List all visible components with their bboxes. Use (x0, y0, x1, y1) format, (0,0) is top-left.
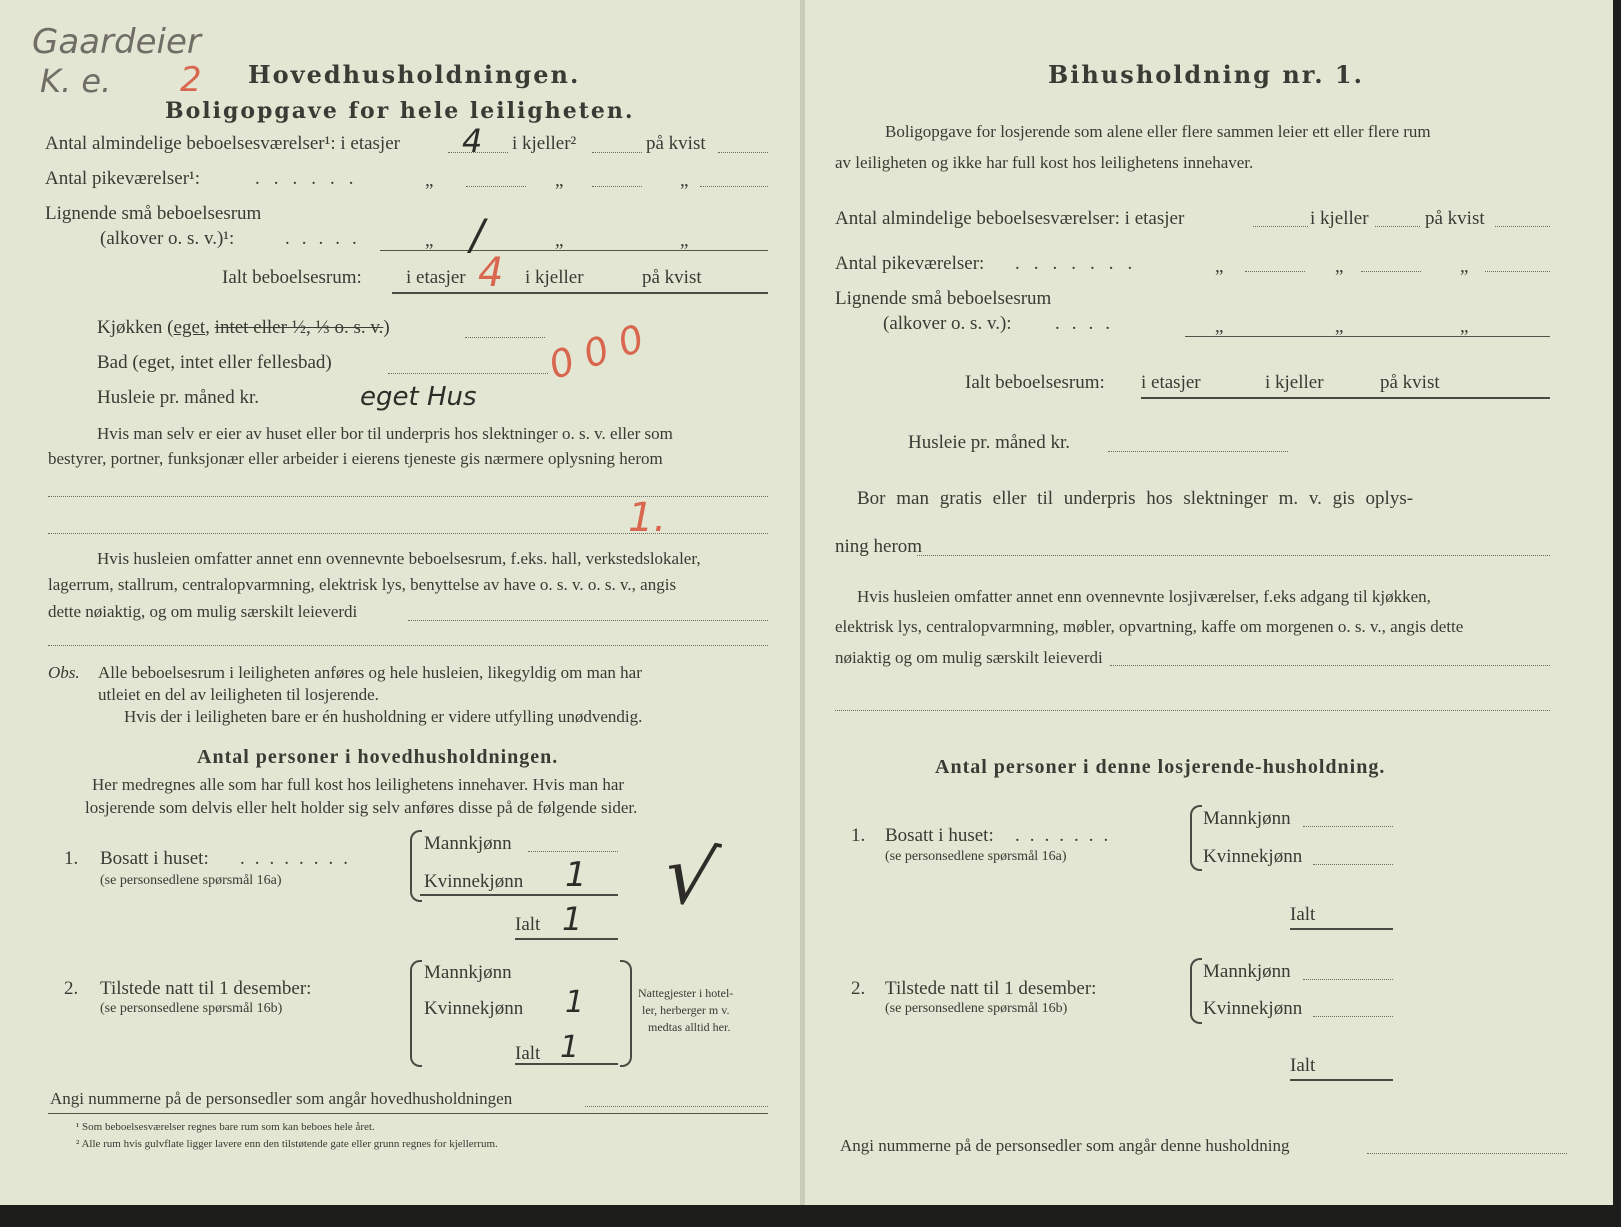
right-q2-total-line (1290, 1079, 1393, 1081)
right-small-ditto-3: „ (1460, 316, 1469, 337)
extras-note-line1: Hvis husleien omfatter annet enn ovennevnte beboelsesrum, f.eks. hall, verkstedslokaler, (97, 549, 701, 568)
total-etasjer-label: i etasjer (406, 267, 466, 288)
right-small-rooms-dots: .... (1055, 313, 1122, 334)
right-q1-brace (1190, 805, 1202, 871)
right-total-etasjer: i etasjer (1141, 372, 1201, 393)
q1-dots: ........ (240, 848, 358, 869)
right-maid-dots: ....... (1015, 253, 1147, 274)
left-page (0, 0, 800, 1205)
q2-right-brace (620, 960, 632, 1067)
total-kvist-label: på kvist (642, 267, 702, 288)
right-small-rooms-label: Lignende små beboelsesrum (835, 288, 1052, 309)
q1-female-label: Kvinnekjønn (424, 871, 524, 892)
right-small-ditto-1: „ (1215, 316, 1224, 337)
right-q1-label: Bosatt i huset: (885, 825, 994, 846)
right-q1-female-label: Kvinnekjønn (1203, 846, 1303, 867)
right-q2-label: Tilstede natt til 1 desember: (885, 978, 1097, 999)
right-intro-line1: Boligopgave for losjerende som alene eller flere sammen leier ett eller flere rum (885, 122, 1431, 141)
q1-total-line (515, 938, 618, 940)
right-angi-answer-line (1367, 1153, 1567, 1154)
rent-value: eget Hus (360, 382, 477, 412)
persons-note-line1: Her medregnes alle som har full kost hos leilighetens innehaver. Hvis man har (92, 775, 625, 794)
obs-label: Obs. (48, 663, 80, 682)
right-q2-total-label: Ialt (1290, 1055, 1316, 1076)
bath-label: Bad (eget, intet eller fellesbad) (97, 352, 332, 373)
right-intro-line2: av leiligheten og ikke har full kost hos leilighetens innehaver. (835, 153, 1254, 172)
right-q1-number: 1. (851, 825, 866, 846)
right-q2-female-line (1313, 1016, 1393, 1017)
right-title: Bihusholdning nr. 1. (1048, 60, 1364, 89)
right-rooms-kvist-line (1495, 226, 1550, 227)
q1-female-value: 1 (565, 855, 587, 895)
page-title: Hovedhusholdningen. (248, 60, 581, 89)
right-rooms-label: Antal almindelige beboelsesværelser: i etasjer (835, 208, 1185, 229)
right-small-ditto-2: „ (1335, 316, 1344, 337)
q1-male-line (528, 851, 618, 852)
persons-note-line2: losjerende som delvis eller helt holder sig selv anføres disse på de følgende sider. (85, 798, 638, 817)
rent-label: Husleie pr. måned kr. (97, 387, 259, 408)
maid-rooms-dots: ...... (255, 168, 368, 189)
right-rooms-kvist: på kvist (1425, 208, 1485, 229)
small-ditto-2: „ (555, 230, 564, 251)
right-extras-line3: nøiaktig og om mulig særskilt leieverdi (835, 648, 1103, 667)
persons-title: Antal personer i hovedhusholdningen. (197, 746, 559, 768)
q2-label: Tilstede natt til 1 desember: (100, 978, 312, 999)
owner-note-line2: bestyrer, portner, funksjonær eller arbeider i eierens tjeneste gis nærmere oplysning herom (48, 449, 663, 468)
q1-total-label: Ialt (515, 914, 541, 935)
angi-line: Angi nummerne på de personsedler som angår hovedhusholdningen (50, 1089, 513, 1108)
rooms-kjeller-line (592, 152, 642, 153)
q1-female-line (420, 894, 618, 896)
small-rooms-line (380, 250, 768, 251)
rooms-etasjer-value: 4 (462, 122, 483, 160)
right-extras-answer-line2 (835, 710, 1550, 711)
small-ditto-3: „ (680, 230, 689, 251)
q1-checkmark: √ (657, 826, 724, 927)
right-maid-label: Antal pikeværelser: (835, 253, 985, 274)
q2-sublabel: (se personsedlene spørsmål 16b) (100, 1001, 283, 1016)
q2-male-label: Mannkjønn (424, 962, 512, 983)
extras-note-line2: lagerrum, stallrum, centralopvarmning, elektrisk lys, benyttelse av have o. s. v. o. s. v., angis (48, 575, 677, 594)
right-small-rooms-sublabel: (alkover o. s. v.): (883, 313, 1012, 334)
right-extras-line2: elektrisk lys, centralopvarmning, møbler, opvartning, kaffe om morgenen o. s. v., angis dette (835, 617, 1464, 636)
right-extras-answer-line1 (1110, 665, 1550, 666)
right-relatives-line1: Bor man gratis eller til underpris hos slektninger m. v. gis oplys- (857, 488, 1414, 509)
q1-male-label: Mannkjønn (424, 833, 512, 854)
right-q1-dots: ....... (1015, 825, 1119, 846)
footnote-divider (48, 1113, 768, 1114)
maid-rooms-label: Antal pikeværelser¹: (45, 168, 201, 189)
maid-line-1 (466, 186, 526, 187)
right-small-rooms-line (1185, 336, 1550, 337)
q1-label: Bosatt i huset: (100, 848, 209, 869)
small-rooms-value: / (470, 210, 485, 259)
annotation-number: 2 (180, 60, 202, 100)
right-rent-label: Husleie pr. måned kr. (908, 432, 1070, 453)
right-maid-ditto-2: „ (1335, 256, 1344, 277)
obs-line1: Alle beboelsesrum i leiligheten anføres og hele husleien, likegyldig om man har (98, 663, 642, 682)
rooms-kvist-line (718, 152, 768, 153)
night-guests-line3: medtas alltid her. (648, 1020, 731, 1034)
maid-line-3 (700, 186, 768, 187)
q2-total-value: 1 (560, 1030, 580, 1065)
kitchen-label: Kjøkken (eget, intet eller ½, ⅓ o. s. v.) (97, 317, 390, 338)
maid-ditto-2: „ (555, 170, 564, 191)
small-rooms-dots: ..... (285, 228, 369, 249)
q2-number: 2. (64, 978, 79, 999)
q2-total-line (515, 1063, 618, 1065)
right-relatives-line2: ning herom (835, 536, 923, 557)
bath-line (388, 373, 548, 374)
q1-total-value: 1 (562, 900, 583, 938)
right-rooms-kjeller-line (1375, 226, 1420, 227)
right-total-line (1141, 397, 1550, 399)
annotation-code: K. e. (40, 62, 112, 100)
small-rooms-label: Lignende små beboelsesrum (45, 203, 262, 224)
right-maid-line-3 (1485, 271, 1550, 272)
right-q2-brace (1190, 958, 1202, 1024)
night-guests-line2: ler, herberger m v. (642, 1003, 730, 1017)
footnote-2: ² Alle rum hvis gulvflate ligger lavere enn den tilstøtende gate eller grunn regnes for kjellerrum. (76, 1138, 498, 1150)
right-q1-sublabel: (se personsedlene spørsmål 16a) (885, 849, 1067, 864)
right-rooms-etasjer-line (1253, 226, 1308, 227)
right-q2-sublabel: (se personsedlene spørsmål 16b) (885, 1001, 1068, 1016)
right-rent-line (1108, 451, 1288, 452)
right-relatives-answer-line (917, 555, 1550, 556)
small-ditto-1: „ (425, 230, 434, 251)
kitchen-line (465, 337, 545, 338)
total-kjeller-label: i kjeller (525, 267, 584, 288)
right-angi-line: Angi nummerne på de personsedler som angår denne husholdning (840, 1136, 1290, 1155)
maid-line-2 (592, 186, 642, 187)
q2-total-label: Ialt (515, 1043, 541, 1064)
angi-answer-line (585, 1106, 768, 1107)
right-total-label: Ialt beboelsesrum: (965, 372, 1105, 393)
annotation-occupation: Gaardeier (32, 22, 201, 62)
rooms-kjeller-label: i kjeller² (512, 133, 577, 154)
rooms-kvist-label: på kvist (646, 133, 706, 154)
right-maid-line-1 (1245, 271, 1305, 272)
right-page (805, 0, 1613, 1205)
owner-note-handwriting: 1. (628, 495, 667, 541)
right-maid-ditto-3: „ (1460, 256, 1469, 277)
extras-answer-line1 (408, 620, 768, 621)
night-guests-line1: Nattegjester i hotel- (638, 986, 734, 1000)
right-extras-line1: Hvis husleien omfatter annet enn ovennevnte losjiværelser, f.eks adgang til kjøkken, (857, 587, 1431, 606)
right-q2-female-label: Kvinnekjønn (1203, 998, 1303, 1019)
extras-answer-line2 (48, 645, 768, 646)
total-rooms-line (392, 292, 768, 294)
right-q2-male-line (1303, 979, 1393, 980)
q1-brace (410, 830, 422, 902)
extras-note-line3: dette nøiaktig, og om mulig særskilt leieverdi (48, 602, 358, 621)
right-q1-female-line (1313, 864, 1393, 865)
right-q1-total-label: Ialt (1290, 904, 1316, 925)
q2-brace (410, 960, 422, 1067)
maid-ditto-3: „ (680, 170, 689, 191)
right-total-kjeller: i kjeller (1265, 372, 1324, 393)
right-q2-male-label: Mannkjønn (1203, 961, 1291, 982)
right-q1-male-label: Mannkjønn (1203, 808, 1291, 829)
right-q1-male-line (1303, 826, 1393, 827)
q1-number: 1. (64, 848, 79, 869)
q2-female-label: Kvinnekjønn (424, 998, 524, 1019)
right-rooms-kjeller: i kjeller (1310, 208, 1369, 229)
owner-note-line1: Hvis man selv er eier av huset eller bor til underpris hos slektninger o. s. v. eller som (97, 424, 673, 443)
obs-line2: utleiet en del av leiligheten til losjerende. (98, 685, 379, 704)
footnote-1: ¹ Som beboelsesværelser regnes bare rum som kan beboes hele året. (76, 1121, 375, 1133)
page-subtitle: Boligopgave for hele leiligheten. (165, 98, 635, 124)
q1-sublabel: (se personsedlene spørsmål 16a) (100, 873, 282, 888)
total-etasjer-value: 4 (478, 250, 504, 296)
right-q2-number: 2. (851, 978, 866, 999)
right-maid-ditto-1: „ (1215, 256, 1224, 277)
small-rooms-sublabel: (alkover o. s. v.)¹: (100, 228, 235, 249)
bath-handwriting: 0 0 0 (543, 316, 650, 388)
right-q1-total-line (1290, 928, 1393, 930)
maid-ditto-1: „ (425, 170, 434, 191)
total-rooms-label: Ialt beboelsesrum: (222, 267, 362, 288)
q2-female-value: 1 (565, 985, 585, 1020)
obs-line3: Hvis der i leiligheten bare er én husholdning er videre utfylling unødvendig. (124, 707, 643, 726)
right-maid-line-2 (1361, 271, 1421, 272)
right-total-kvist: på kvist (1380, 372, 1440, 393)
rooms-label: Antal almindelige beboelsesværelser¹: i etasjer (45, 133, 400, 154)
right-persons-title: Antal personer i denne losjerende-husholdning. (935, 756, 1386, 778)
